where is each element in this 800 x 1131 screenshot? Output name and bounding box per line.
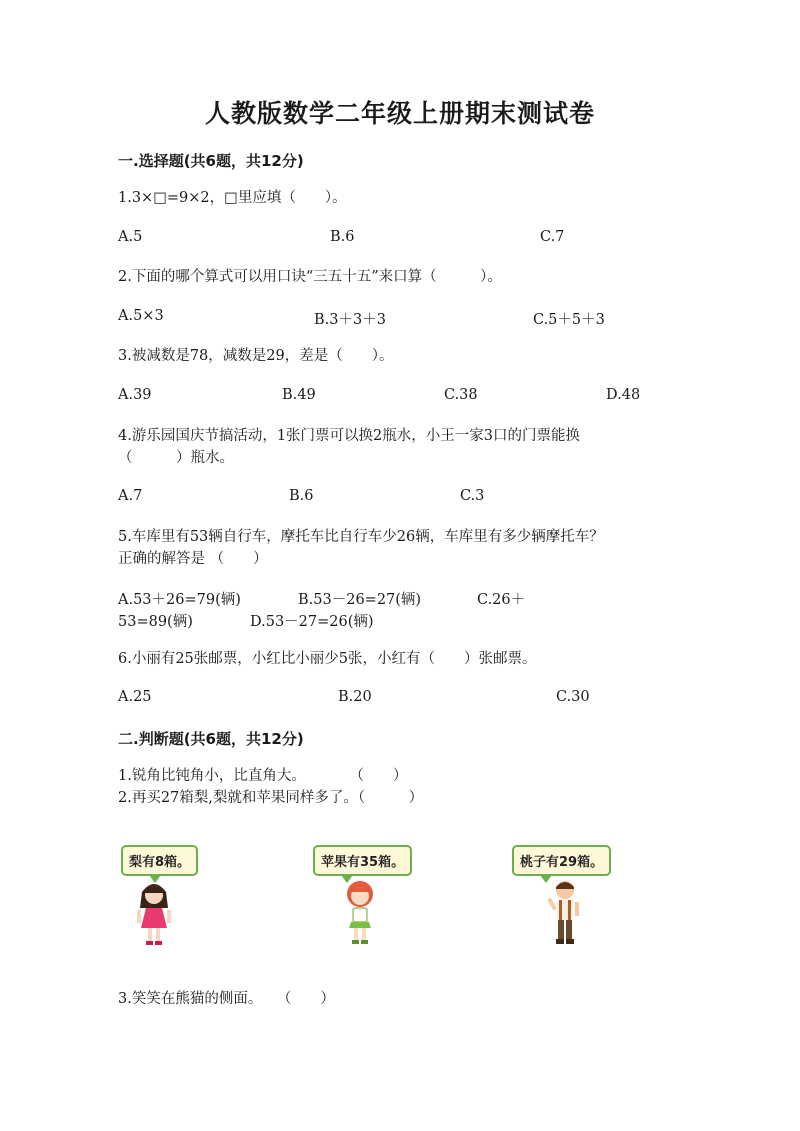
q5-option-d: D.53－27=26(辆) [250,614,374,630]
section-heading-choice: 一.选择题(共6题，共12分) [118,152,304,170]
q6-option-b: B.20 [338,689,372,705]
q5-option-c-part2: 53=89(辆) [118,614,193,630]
question-2: 2.下面的哪个算式可以用口诀“三五十五”来口算（ ）。 [118,269,502,285]
speech-bubble-pears: 梨有8箱。 [121,845,198,876]
judgment-item-1: 1.锐角比钝角小，比直角大。 （ ） [118,768,408,784]
q4-option-c: C.3 [460,488,485,504]
question-3: 3.被减数是78，减数是29，差是（ ）。 [118,348,394,364]
q5-option-b: B.53－26=27(辆) [298,592,422,608]
question-5-line2: 正确的解答是 （ ） [118,551,268,567]
q1-option-c: C.7 [540,229,565,245]
question-5-line1: 5.车库里有53辆自行车，摩托车比自行车少26辆，车库里有多少辆摩托车？ [118,529,604,545]
q4-option-a: A.7 [118,488,143,504]
q6-option-a: A.25 [118,689,152,705]
section-heading-judgment: 二.判断题(共6题，共12分) [118,730,304,748]
q2-option-a: A.5×3 [118,308,164,324]
q6-option-c: C.30 [556,689,590,705]
question-1: 1.3×□=9×2，□里应填（ ）。 [118,190,347,206]
q2-option-c: C.5＋5＋3 [533,312,605,328]
q3-option-d: D.48 [606,387,641,403]
q2-option-b: B.3＋3＋3 [314,312,386,328]
speech-bubble-peaches: 桃子有29箱。 [512,845,611,876]
judgment-item-3: 3.笑笑在熊猫的侧面。 （ ） [118,991,335,1007]
q4-option-b: B.6 [289,488,314,504]
q5-option-c-part1: C.26＋ [477,592,526,608]
girl-figure-icon [134,878,174,948]
boy-figure-icon [545,876,585,948]
q1-option-a: A.5 [118,229,143,245]
question-4-line1: 4.游乐园国庆节搞活动，1张门票可以换2瓶水，小王一家3口的门票能换 [118,428,581,444]
girl-figure-icon [340,878,380,948]
page-title: 人教版数学二年级上册期末测试卷 [204,99,595,128]
q3-option-a: A.39 [118,387,152,403]
speech-bubble-apples: 苹果有35箱。 [313,845,412,876]
q5-option-a: A.53＋26=79(辆) [118,592,241,608]
judgment-item-2: 2.再买27箱梨,梨就和苹果同样多了。（ ） [118,790,424,806]
q3-option-c: C.38 [444,387,478,403]
q1-option-b: B.6 [330,229,355,245]
question-4-line2: （ ）瓶水。 [118,450,234,466]
q3-option-b: B.49 [282,387,316,403]
question-6: 6.小丽有25张邮票，小红比小丽少5张，小红有（ ）张邮票。 [118,651,537,667]
